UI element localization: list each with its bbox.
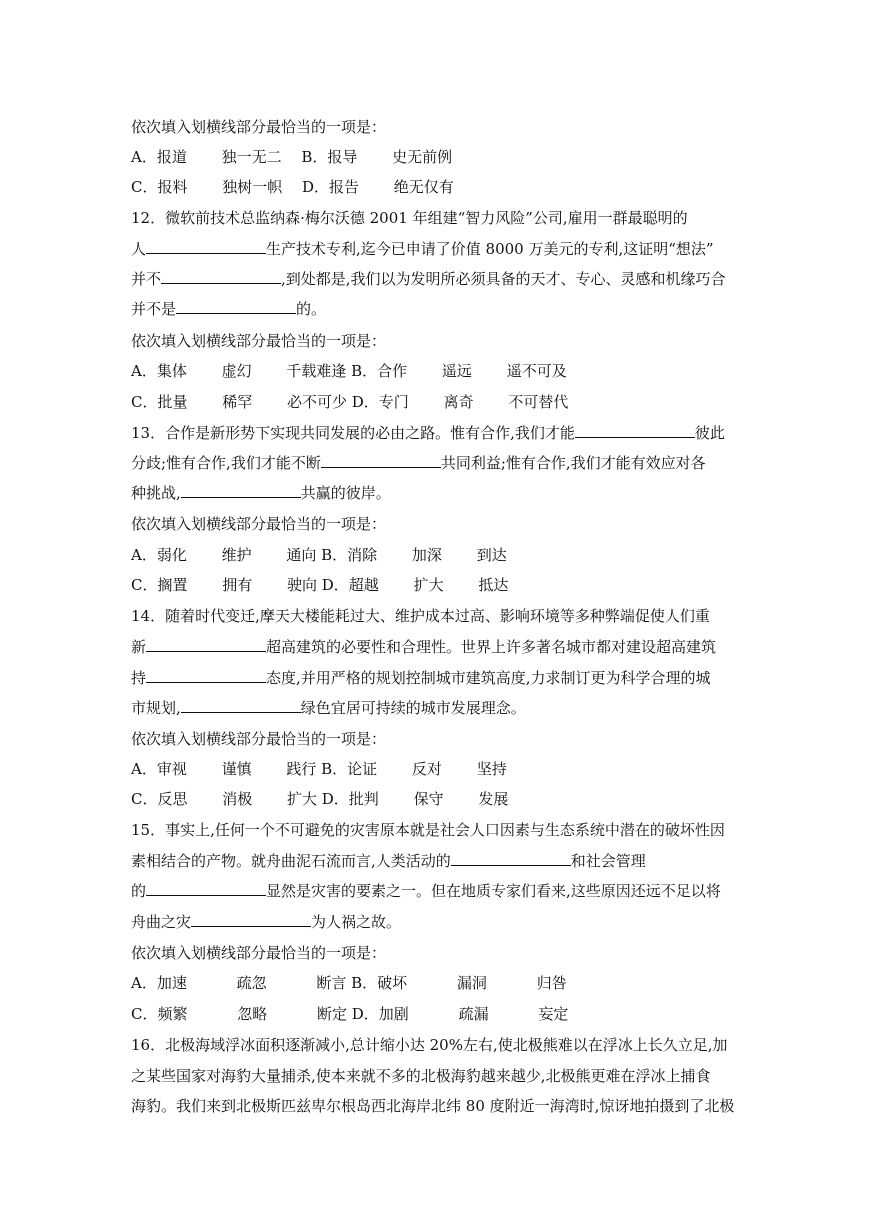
instruction-q11: 依次填入划横线部分最恰当的一项是： — [131, 118, 387, 136]
q16-line-2: 之某些国家对海豹大量捕杀,使本来就不多的北极海豹越来越少,北极熊更难在浮冰上捕食 — [131, 1067, 711, 1085]
q13-options-cd: C．搁置 拥有 驶向 D．超越 扩大 抵达 — [131, 576, 509, 594]
answer-blank — [146, 668, 266, 683]
q12-options-ab: A．集体 虚幻 千载难逢 B．合作 遥远 遥不可及 — [131, 362, 567, 380]
q16-line-3: 海豹。我们来到北极斯匹兹卑尔根岛西北海岸北纬 80 度附近一海湾时,惊讶地拍摄到了北极 — [131, 1097, 735, 1115]
q12-options-cd: C．批量 稀罕 必不可少 D．专门 离奇 不可替代 — [131, 393, 569, 411]
q16-line-1: 16．北极海域浮冰面积逐渐减小,总计缩小达 20%左右,使北极熊难以在浮冰上长久立足,加 — [131, 1036, 728, 1054]
q15-text: 舟曲之灾 — [131, 913, 192, 931]
q15-options-cd: C．频繁 忽略 断定 D．加剧 疏漏 妄定 — [131, 1005, 569, 1023]
answer-blank — [146, 239, 266, 254]
q12-line-1: 12．微软前技术总监纳森·梅尔沃德 2001 年组建“智力风险”公司,雇用一群最聪明的 — [131, 209, 688, 227]
q12-text: 生产技术专利,迄今已申请了价值 8000 万美元的专利,这证明“想法” — [266, 240, 714, 258]
q13-text: 种挑战, — [131, 484, 181, 502]
q15-line-3 — [131, 881, 721, 901]
q12-text: 并不 — [131, 270, 162, 288]
q12-text: ,到处都是,我们以为发明所必须具备的天才、专心、灵感和机缘巧合 — [281, 270, 726, 288]
answer-blank — [575, 423, 695, 438]
q12-line-3 — [131, 269, 726, 289]
q12-line-2 — [131, 239, 714, 259]
q11-options-ab: A．报道 独一无二 B．报导 史无前例 — [131, 148, 453, 166]
answer-blank — [181, 483, 301, 498]
q13-text: 13．合作是新形势下实现共同发展的必由之路。惟有合作,我们才能 — [131, 424, 575, 442]
q13-text: 共同利益;惟有合作,我们才能有效应对各 — [440, 454, 706, 472]
q13-line-1 — [131, 423, 725, 443]
q15-options-ab: A．加速 疏忽 断言 B．破坏 漏洞 归咎 — [131, 974, 567, 992]
q12-line-4 — [131, 299, 326, 319]
q12-text: 人 — [131, 240, 147, 258]
q15-text: 显然是灾害的要素之一。但在地质专家们看来,这些原因还远不足以将 — [266, 882, 721, 900]
q15-text: 素相结合的产物。就舟曲泥石流而言,人类活动的 — [131, 852, 451, 870]
q15-line-1: 15．事实上,任何一个不可避免的灾害原本就是社会人口因素与生态系统中潜在的破坏性因 — [131, 821, 725, 839]
q13-text: 分歧;惟有合作,我们才能不断 — [131, 454, 321, 472]
instruction-q12: 依次填入划横线部分最恰当的一项是： — [131, 332, 387, 350]
answer-blank — [146, 881, 266, 896]
q15-line-2 — [131, 851, 646, 871]
q13-text: 彼此 — [694, 424, 725, 442]
answer-blank — [161, 269, 281, 284]
q12-text: 并不是 — [131, 300, 177, 318]
q13-line-3 — [131, 483, 391, 503]
q13-line-2 — [131, 453, 706, 473]
q12-text: 的。 — [296, 300, 327, 318]
q13-options-ab: A．弱化 维护 通向 B．消除 加深 到达 — [131, 546, 507, 564]
instruction-q13: 依次填入划横线部分最恰当的一项是： — [131, 515, 387, 533]
instruction-q14: 依次填入划横线部分最恰当的一项是： — [131, 730, 387, 748]
answer-blank — [191, 912, 311, 927]
answer-blank — [181, 698, 301, 713]
q14-options-cd: C．反思 消极 扩大 D．批判 保守 发展 — [131, 790, 509, 808]
q14-text: 态度,并用严格的规划控制城市建筑高度,力求制订更为科学合理的城 — [266, 669, 711, 687]
q15-text: 的 — [131, 882, 147, 900]
q14-line-2 — [131, 637, 716, 657]
answer-blank — [451, 851, 571, 866]
q15-text: 为人祸之故。 — [311, 913, 402, 931]
q14-line-1: 14．随着时代变迁,摩天大楼能耗过大、维护成本过高、影响环境等多种弊端促使人们重 — [131, 607, 710, 625]
q14-text: 新 — [131, 638, 147, 656]
q14-text: 绿色宜居可持续的城市发展理念。 — [300, 699, 526, 717]
answer-blank — [176, 299, 296, 314]
q14-line-4 — [131, 698, 526, 718]
answer-blank — [321, 453, 441, 468]
q13-text: 共赢的彼岸。 — [300, 484, 391, 502]
instruction-q15: 依次填入划横线部分最恰当的一项是： — [131, 944, 387, 962]
q11-options-cd: C．报料 独树一帜 D．报告 绝无仅有 — [131, 178, 454, 196]
q14-text: 持 — [131, 669, 147, 687]
answer-blank — [146, 637, 266, 652]
q15-line-4 — [131, 912, 401, 932]
q15-text: 和社会管理 — [570, 852, 646, 870]
q14-options-ab: A．审视 谨慎 践行 B．论证 反对 坚持 — [131, 760, 507, 778]
q14-line-3 — [131, 668, 711, 688]
q14-text: 市规划, — [131, 699, 181, 717]
q14-text: 超高建筑的必要性和合理性。世界上许多著名城市都对建设超高建筑 — [266, 638, 717, 656]
